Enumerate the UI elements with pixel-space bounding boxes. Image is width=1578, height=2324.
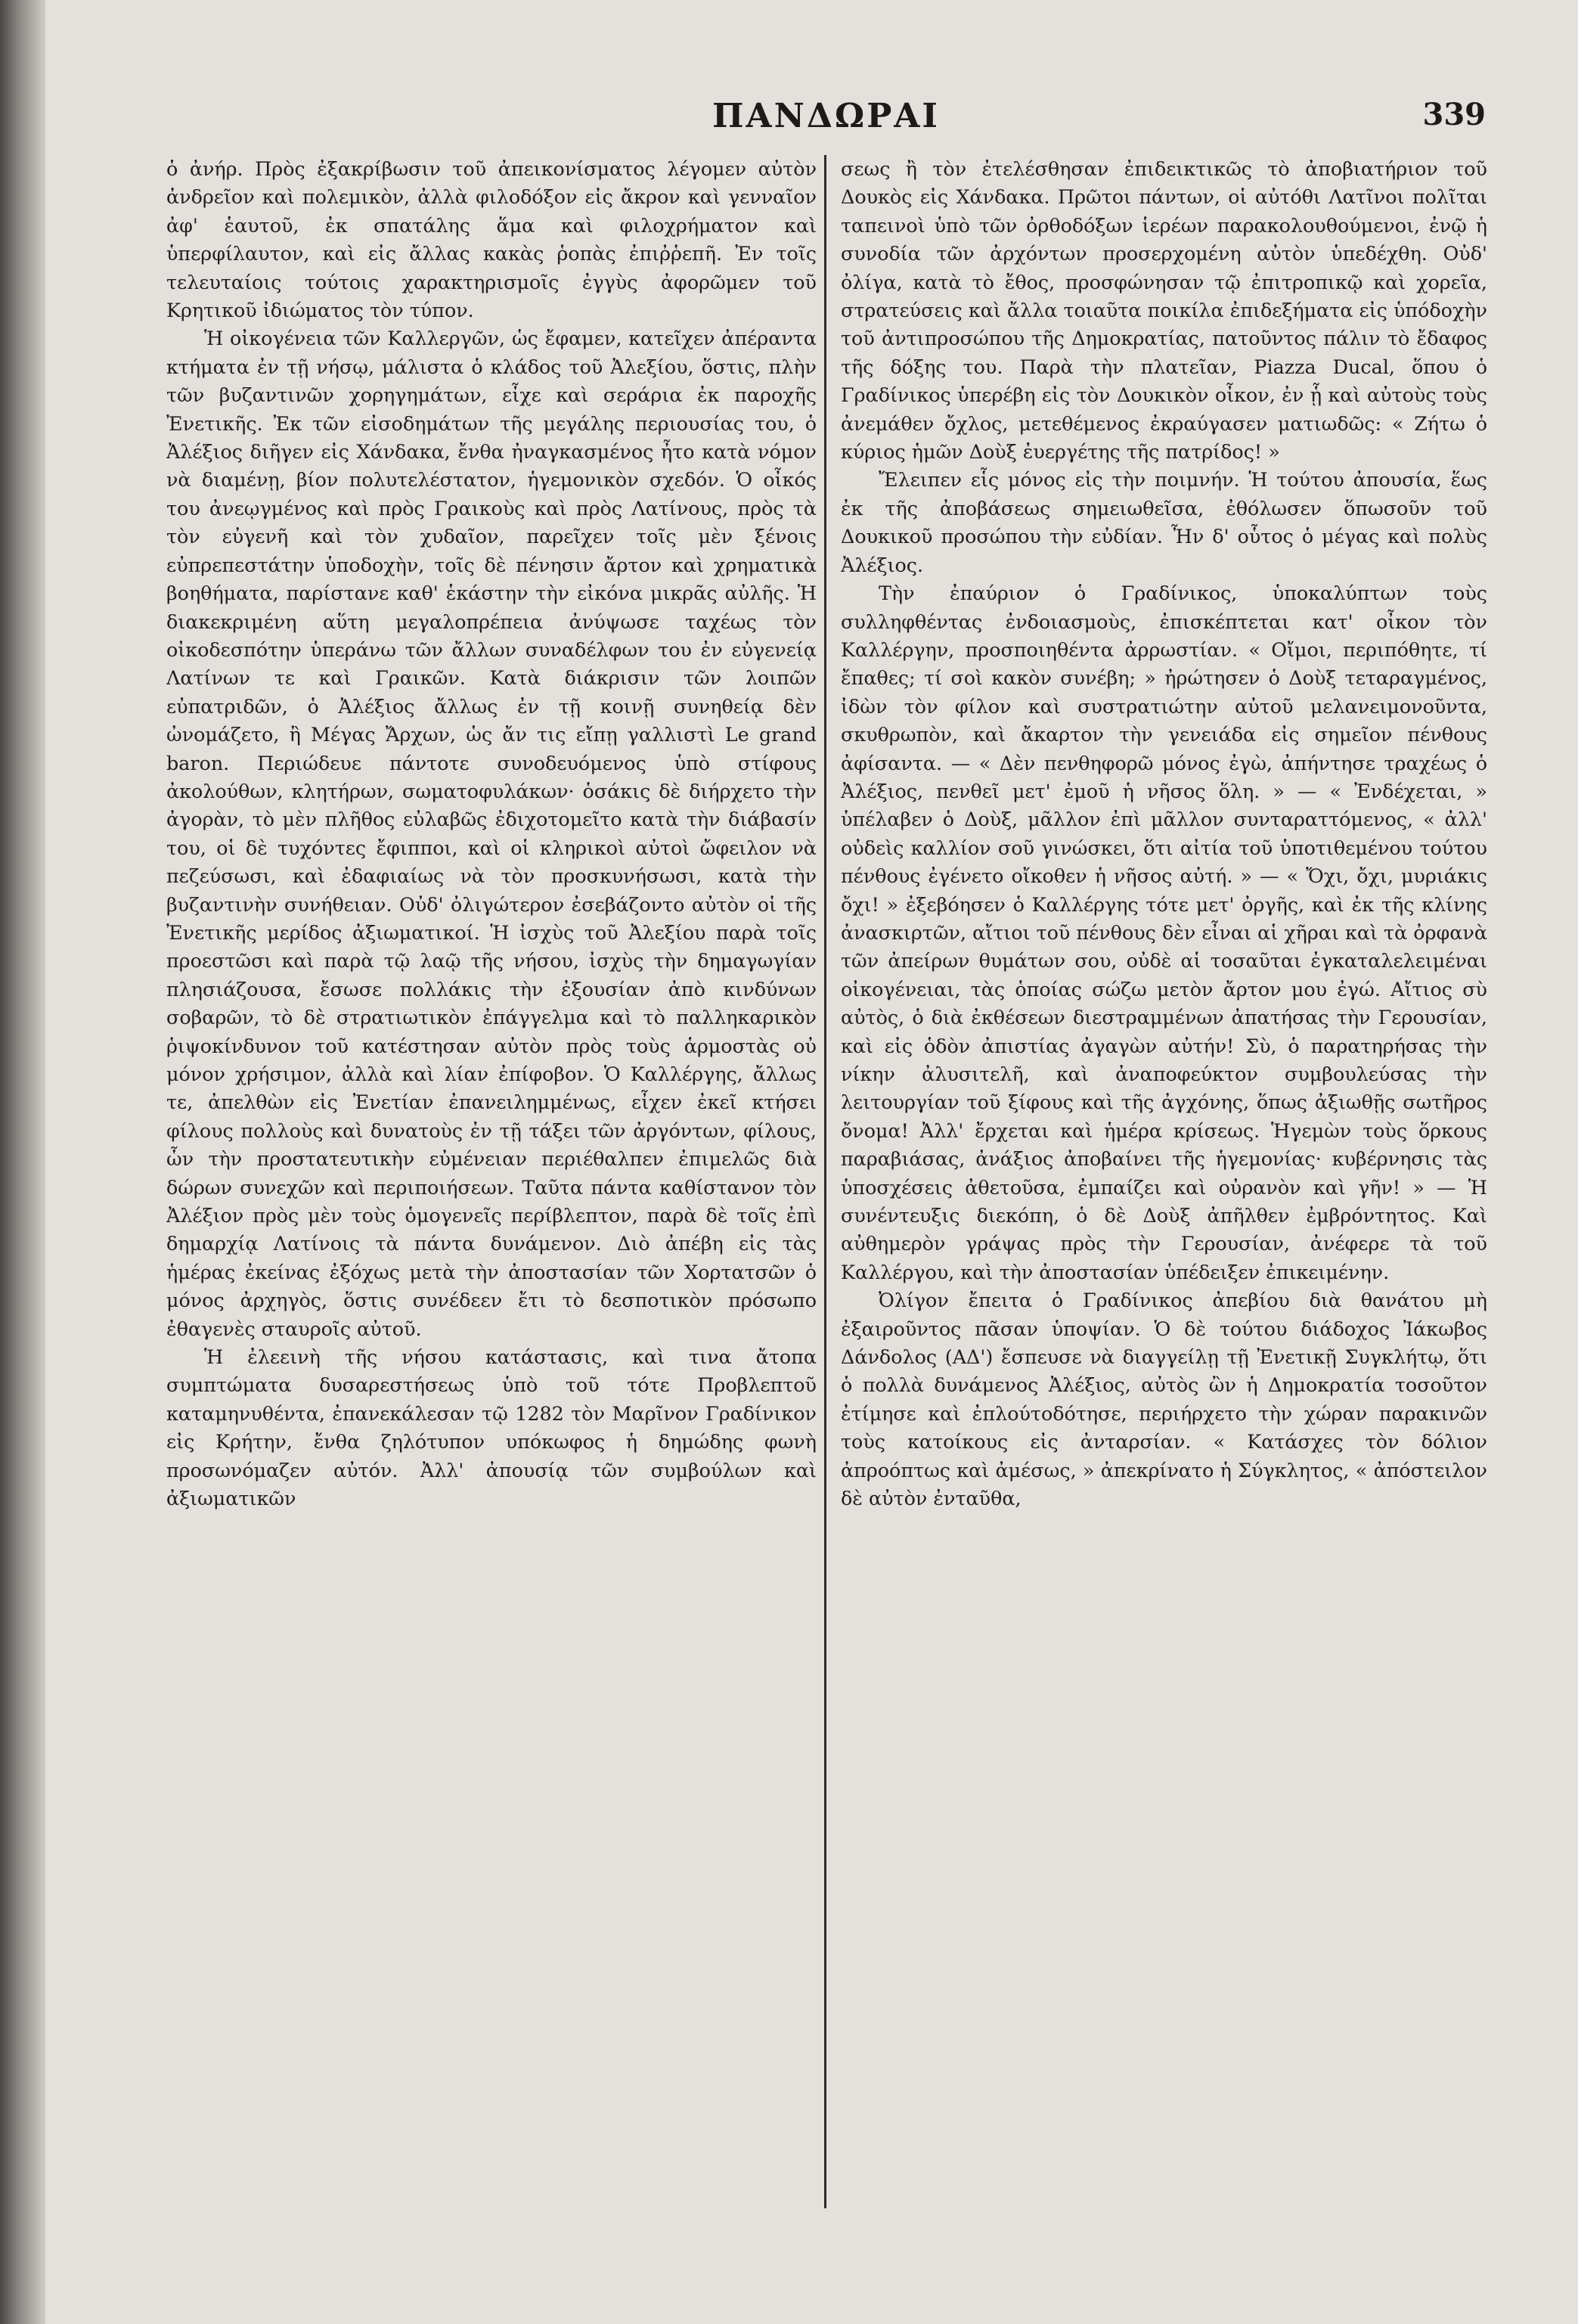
paragraph: Ἡ ἐλεεινὴ τῆς νήσου κατάστασις, καὶ τινα ἄτοπα συμπτώματα δυσαρεστήσεως ὑπὸ τοῦ τότε Προβλεπτοῦ καταμηνυθέντα, ἐπανεκάλεσαν τῷ 1282 τὸν Μαρῖνον Γραδίνικον εἰς Κρήτην, ἔνθα ζηλότυπον υπόκωφος ἡ δημώδης φωνὴ προσωνόμαζεν αὐτόν. Ἀλλ' ἀπουσίᾳ τῶν συμβούλων καὶ ἀξιωματικῶν — [166, 1345, 817, 1510]
column-divider — [824, 155, 826, 2208]
running-head — [166, 97, 1486, 142]
paragraph: Ὀλίγον ἔπειτα ὁ Γραδίνικος ἀπεβίου διὰ θανάτου μὴ ἐξαιροῦντος πᾶσαν ὑποψίαν. Ὁ δὲ τούτου διάδοχος Ἰάκωβος Δάνδολος (ΑΔ') ἔσπευσε νὰ διαγγείλῃ τῇ Ἐνετικῇ Συγκλήτῳ, ὅτι ὁ πολλὰ δυνάμενος Ἀλέξιος, αὐτὸς ὢν ἡ Δημοκρατία τοσοῦτον ἐτίμησε καὶ ἐπλούτοδότησε, περιήρχετο τὴν χώραν παρακινῶν τοὺς κατοίκους εἰς ἀνταρσίαν. « Κατάσχες τὸν δόλιον ἀπροόπτως καὶ ἀμέσως, » ἀπεκρίνατο ἡ Σύγκλητος, « ἀπόστειλον δὲ αὐτὸν ἐνταῦθα, — [841, 1289, 1487, 1510]
running-title: ΠΑΝΔΩΡΑΙ — [711, 97, 941, 135]
left-column — [166, 155, 817, 2212]
right-column — [841, 155, 1487, 2212]
paragraph: Ἡ οἰκογένεια τῶν Καλλεργῶν, ὡς ἔφαμεν, κατεῖχεν ἀπέραντα κτήματα ἐν τῇ νήσῳ, μάλιστα ὁ κλάδος τοῦ Ἀλεξίου, ὅστις, πλὴν τῶν βυζαντινῶν χορηγημάτων, εἶχε καὶ σεράρια ἐκ παροχῆς Ἐνετικῆς. Ἐκ τῶν εἰσοδημάτων τῆς μεγάλης περιουσίας του, ὁ Ἀλέξιος διῆγεν εἰς Χάνδακα, ἔνθα ἠναγκασμένος ἦτο κατὰ νόμον νὰ διαμένῃ, βίον πολυτελέστατον, ἡγεμονικὸν σχεδόν. Ὁ οἶκός του ἀνεῳγμένος καὶ πρὸς Γραικοὺς καὶ πρὸς Λατίνους, πρὸς τὰ τὸν εὐγενῆ καὶ τὸν χυδαῖον, παρεῖχεν τοῖς μὲν ξένοις εὐπρεπεστάτην ὑποδοχὴν, τοῖς δὲ πένησιν ἄρτον καὶ χρηματικὰ βοηθήματα, παρίστανε καθ' ἑκάστην τὴν εἰκόνα μικρᾶς αὐλῆς. Ἡ διακεκριμένη αὕτη μεγαλοπρέπεια ἀνύψωσε ταχέως τὸν οἰκοδεσπότην ὑπεράνω τῶν ἄλλων συναδέλφων του ἐν εὐγενείᾳ Λατίνων τε καὶ Γραικῶν. Κατὰ διάκρισιν τῶν λοιπῶν εὐπατριδῶν, ὁ Ἀλέξιος ἄλλως ἐν τῇ κοινῇ συνηθείᾳ δὲν ὠνομάζετο, ἢ Μέγας Ἄρχων, ὡς ἄν τις εἴπῃ γαλλιστὶ Le grand baron. Περιώδευε πάντοτε συνοδευόμενος ὑπὸ στίφους ἀκολούθων, κλητήρων, σωματοφυλάκων· ὁσάκις δὲ διήρχετο τὴν ἀγορὰν, τὸ μὲν πλῆθος εὐλαβῶς ἐδιχοτομεῖτο κατὰ τὴν διάβασίν του, οἱ δὲ τυχόντες ἔφιπποι, καὶ οἱ κληρικοὶ αὐτοὶ ὤφειλον νὰ πεζεύσωσι, καὶ ἐδαφιαίως νὰ τὸν προσκυνήσωσι, κατὰ τὴν βυζαντινὴν συνήθειαν. Οὐδ' ὀλιγώτερον ἐσεβάζοντο αὐτὸν οἱ τῆς Ἐνετικῆς μερίδος ἀξιωματικοί. Ἡ ἰσχὺς τοῦ Ἀλεξίου παρὰ τοῖς προεστῶσι καὶ παρὰ τῷ λαῷ τῆς νήσου, ἰσχὺς τὴν δημαγωγίαν πλησιάζουσα, ἔσωσε πολλάκις τὴν ἐξουσίαν ἀπὸ κινδύνων σοβαρῶν, τὸ δὲ στρατιωτικὸν ἐπάγγελμα καὶ τὸ παλληκαρικὸν ῥιψοκίνδυνον τοῦ κατέστησαν αὐτὸν πρὸς τοὺς ἁρμοστὰς οὐ μόνον χρήσιμον, ἀλλὰ καὶ λίαν ἐπίφοβον. Ὁ Καλλέργης, ἄλλως τε, ἀπελθὼν εἰς Ἐνετίαν ἐπανειλημμένως, εἶχεν ἐκεῖ κτήσει φίλους πολλοὺς καὶ δυνατοὺς ἐν τῇ τάξει τῶν ἀργόντων, φίλους, ὧν τὴν προστατευτικὴν εὐμένειαν περιέθαλπεν ἐπιμελῶς διὰ δώρων συνεχῶν καὶ περιποιήσεων. Ταῦτα πάντα καθίστανον τὸν Ἀλέξιον πρὸς μὲν τοὺς ὁμογενεῖς περίβλεπτον, παρὰ δὲ τοῖς ἐπὶ δημαρχίᾳ Λατίνοις τὰ πάντα δυνάμενον. Διὸ ἀπέβη εἰς τὰς ἡμέρας ἐκείνας ἐξόχως μετὰ τὴν ἀποστασίαν τῶν Χορτατσῶν ὁ μόνος ἀρχηγὸς, ὅστις συνέδεεν ἔτι τὸ δεσποτικὸν πρόσωπο ἐθαγενὲς σταυροῖς αὐτοῦ. — [166, 327, 817, 1340]
paragraph: Τὴν ἐπαύριον ὁ Γραδίνικος, ὑποκαλύπτων τοὺς συλληφθέντας ἐνδοιασμοὺς, ἐπισκέπτεται κατ' οἶκον τὸν Καλλέργην, προσποιηθέντα ἀρρωστίαν. « Οἴμοι, περιπόθητε, τί ἔπαθες; τί σοὶ κακὸν συνέβη; » ἠρώτησεν ὁ Δοὺξ τεταραγμένος, ἰδὼν τὸν φίλον καὶ συστρατιώτην αὐτοῦ μελανειμονοῦντα, σκυθρωπὸν, καὶ ἄκαρτον τὴν γενειάδα εἰς σημεῖον πένθους ἀφίσαντα. — « Δὲν πενθηφορῶ μόνος ἐγὼ, ἀπήντησε τραχέως ὁ Ἀλέξιος, πενθεῖ μετ' ἐμοῦ ἡ νῆσος ὅλη. » — « Ἐνδέχεται, » ὑπέλαβεν ὁ Δοὺξ, μᾶλλον ἐπὶ μᾶλλον συνταραττόμενος, « ἀλλ' οὐδεὶς καλλίον σοῦ γινώσκει, ὅτι αἰτία τοῦ ὑποτιθεμένου τούτου πένθους ἐγένετο οἴκοθεν ἡ νῆσος αὐτή. » — « Ὄχι, ὄχι, μυριάκις ὄχι! » ἐξεβόησεν ὁ Καλλέργης τότε μετ' ὀργῆς, καὶ ἐκ τῆς κλίνης ἀνασκιρτῶν, αἴτιοι τοῦ πένθους δὲν εἶναι αἱ χῆραι καὶ τὰ ὀρφανὰ τῶν ἀπείρων θυμάτων σου, οὐδὲ αἱ τοσαῦται ἐγκαταλελειμέναι οἰκογένειαι, τὰς ὁποίας σώζω μετὸν ἄρτον μου ἐγώ. Αἴτιος σὺ αὐτὸς, ὁ διὰ ἐκθέσεων διεστραμμένων ἀπατήσας τὴν Γερουσίαν, καὶ εἰς ὁδὸν ἀπιστίας ἀγαγὼν αὐτήν! Σὺ, ὁ παρατηρήσας τὴν νίκην ἀλυσιτελῆ, καὶ ἀναποφεύκτον συμβουλεύσας τὴν λειτουργίαν τοῦ ξίφους καὶ τῆς ἀγχόνης, ὅπως ἀξιωθῇς σωτῆρος ὄνομα! Ἀλλ' ἔρχεται καὶ ἡμέρα κρίσεως. Ἡγεμὼν τοὺς ὅρκους παραβιάσας, ἀνάξιος ἀποβαίνει τῆς ἡγεμονίας· κυβέρνησις τὰς ὑποσχέσεις ἀθετοῦσα, ἐμπαίζει καὶ οὐρανὸν καὶ γῆν! » — Ἡ συνέντευξις διεκόπη, ὁ δὲ Δοὺξ ἀπῆλθεν ἐμβρόντητος. Καὶ αὐθημερὸν γράψας πρὸς τὴν Γερουσίαν, ἀνέφερε τὰ τοῦ Καλλέργου, καὶ τὴν ἀποστασίαν ὑπέδειξεν ἐπικειμένην. — [841, 582, 1487, 1283]
paragraph: Ἔλειπεν εἷς μόνος εἰς τὴν ποιμνήν. Ἡ τούτου ἀπουσία, ἕως ἐκ τῆς ἀποβάσεως σημειωθεῖσα, ἐθόλωσεν ὅπωσοῦν τοῦ Δουκικοῦ προσώπου τὴν εὐδίαν. Ἦν δ' οὗτος ὁ μέγας καὶ πολὺς Ἀλέξιος. — [841, 468, 1487, 576]
paragraph: σεως ἢ τὸν ἐτελέσθησαν ἐπιδεικτικῶς τὸ ἀποβιατήριον τοῦ Δουκὸς εἰς Χάνδακα. Πρῶτοι πάντων, οἱ αὐτόθι Λατῖνοι πολῖται ταπεινοὶ ὑπὸ τῶν ὀρθοδόξων ἱερέων παρακολουθούμενοι, ἐνῷ ἡ συνοδία τῶν ἀρχόντων προσερχομένη αὐτὸν ὑπεδέχθη. Οὐδ' ὀλίγα, κατὰ τὸ ἔθος, προσφώνησαν τῷ ἐπιτροπικῷ καὶ χορεῖα, στρατεύσεις καὶ ἄλλα τοιαῦτα ποικίλα ἐπιδεξήματα εἰς ὑπόδοχὴν τοῦ ἀντιπροσώπου τῆς Δημοκρατίας, πατοῦντος πάλιν τὸ ἔδαφος τῆς δόξης του. Παρὰ τὴν πλατεῖαν, Piazza Ducal, ὅπου ὁ Γραδίνικος ὑπερέβη εἰς τὸν Δουκικὸν οἶκον, ἐν ᾗ καὶ αὐτοὺς τοὺς ἀνεμάθεν ὄχλος, μετεθέμενος ἐκραύγασεν ματιωδῶς: « Ζήτω ὁ κύριος ἡμῶν Δοὺξ ἐυεργέτης τῆς πατρίδος! » — [841, 157, 1487, 464]
paragraph: ὁ ἀνήρ. Πρὸς ἐξακρίβωσιν τοῦ ἀπεικονίσματος λέγομεν αὐτὸν ἀνδρεῖον καὶ πολεμικὸν, ἀλλὰ φιλοδόξον εἰς ἄκρον καὶ γενναῖον ἀφ' ἑαυτοῦ, ἐκ σπατάλης ἅμα καὶ φιλοχρήματον καὶ ὑπερφίλαυτον, καὶ εἰς ἄλλας κακὰς ῥοπὰς ἐπιῤῥεπῆ. Ἐν τοῖς τελευταίοις τούτοις χαρακτηρισμοῖς ἐγγὺς ἀφορῶμεν τοῦ Κρητικοῦ ἰδιώματος τὸν τύπον. — [166, 157, 817, 322]
page-number: 339 — [1422, 97, 1486, 132]
